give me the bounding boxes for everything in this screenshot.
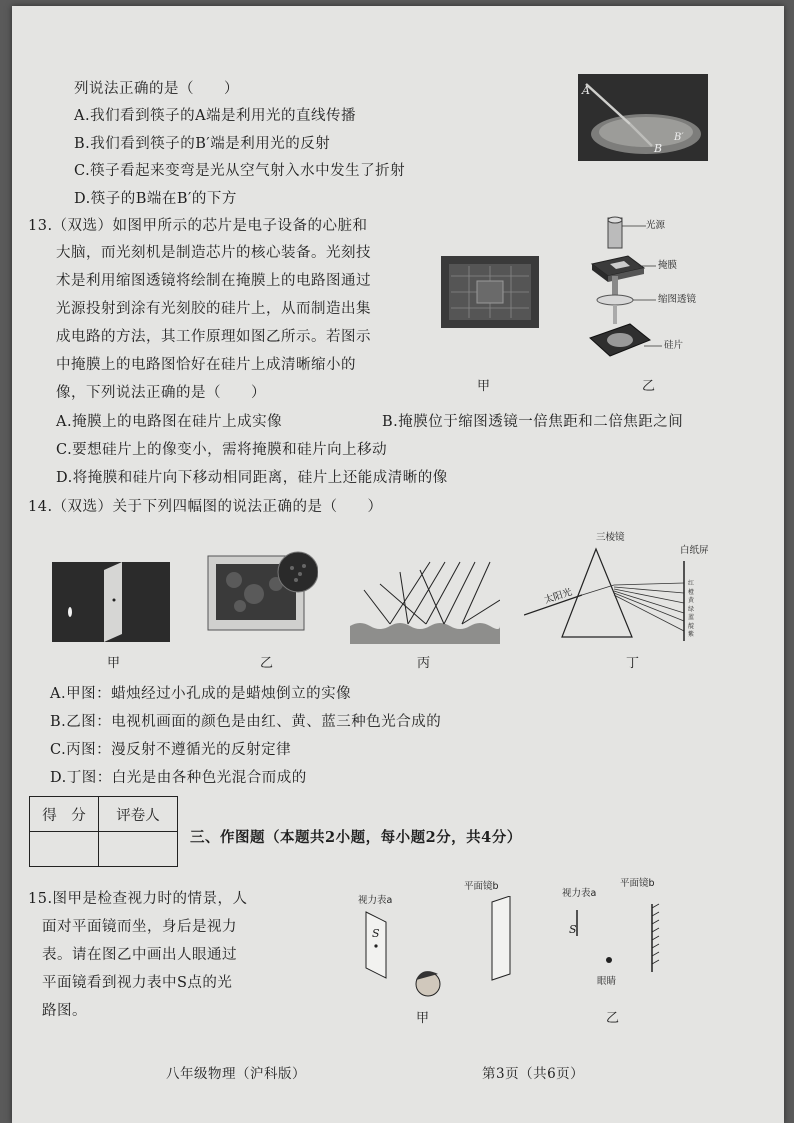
score-header: 得 分 xyxy=(30,797,99,832)
label-s-jia: S xyxy=(372,927,381,940)
q13-chip-photo xyxy=(441,256,539,328)
q14-option-a: A.甲图：蜡烛经过小孔成的是蜡烛倒立的实像 xyxy=(50,686,352,702)
q15-caption-jia: 甲 xyxy=(416,1011,430,1026)
score-box xyxy=(29,796,178,867)
label-mirror-b-jia: 平面镜b xyxy=(464,881,499,892)
q13-caption-jia: 甲 xyxy=(477,379,491,394)
q13-option-b: B.掩膜位于缩图透镜一倍焦距和二倍焦距之间 xyxy=(382,414,684,430)
eye-icon xyxy=(606,957,612,963)
q13-stem-line7: 像，下列说法正确的是（ ） xyxy=(56,385,266,401)
footer-page-number: 第3页（共6页） xyxy=(482,1066,585,1082)
q12-option-c: C.筷子看起来变弯是光从空气射入水中发生了折射 xyxy=(74,163,406,179)
q15-stem-line1: 15.图甲是检查视力时的情景，人 xyxy=(28,891,248,907)
label-sunlight: 太阳光 xyxy=(542,586,574,607)
label-mirror-b-yi: 平面镜b xyxy=(620,878,655,889)
q12-option-a: A.我们看到筷子的A端是利用光的直线传播 xyxy=(74,108,357,124)
score-cell[interactable] xyxy=(30,832,99,867)
q13-option-c: C.要想硅片上的像变小，需将掩膜和硅片向上移动 xyxy=(56,442,388,458)
q15-stem-line2: 面对平面镜而坐，身后是视力 xyxy=(42,919,237,935)
label-eye: 眼睛 xyxy=(597,976,617,987)
label-lens: 缩图透镜 xyxy=(658,294,697,305)
label-mask: 掩膜 xyxy=(658,260,678,271)
q15-drawing-area-yi[interactable] xyxy=(567,900,677,980)
label-light-source: 光源 xyxy=(646,220,666,231)
label-prism: 三棱镜 xyxy=(596,532,625,543)
label-wafer: 硅片 xyxy=(664,340,684,351)
q13-option-d: D.将掩膜和硅片向下移动相同距离，硅片上还能成清晰的像 xyxy=(56,470,448,486)
section-3-title: 三、作图题（本题共2小题，每小题2分，共4分） xyxy=(190,829,522,846)
q14-caption-bing: 丙 xyxy=(417,656,431,671)
q14-caption-ding: 丁 xyxy=(626,656,640,671)
q12-option-d: D.筷子的B端在B′的下方 xyxy=(74,191,237,207)
q13-option-a: A.掩膜上的电路图在硅片上成实像 xyxy=(56,414,283,430)
q14-option-b: B.乙图：电视机画面的颜色是由红、黄、蓝三种色光合成的 xyxy=(50,714,442,730)
q14-stem: 14.（双选）关于下列四幅图的说法正确的是（ ） xyxy=(28,499,383,515)
q12-option-b: B.我们看到筷子的B′端是利用光的反射 xyxy=(74,136,331,152)
q13-stem-line1: 13.（双选）如图甲所示的芯片是电子设备的心脏和 xyxy=(28,218,368,234)
label-bprime: B′ xyxy=(674,132,684,143)
q15-stem-line4: 平面镜看到视力表中S点的光 xyxy=(42,975,233,991)
q15-stem-line3: 表。请在图乙中画出人眼通过 xyxy=(42,947,237,963)
grader-header: 评卷人 xyxy=(99,797,178,832)
grader-cell[interactable] xyxy=(99,832,178,867)
q13-caption-yi: 乙 xyxy=(642,379,656,394)
q15-scene-jia xyxy=(352,896,542,1006)
q13-stem-line3: 术是利用缩图透镜将绘制在掩膜上的电路图通过 xyxy=(56,273,371,289)
spectrum-color-labels: 红 橙 黄 绿 蓝 靛 紫 xyxy=(688,580,695,638)
q14-prism-diagram xyxy=(524,541,704,641)
label-a: A xyxy=(582,84,590,97)
label-s-yi: S xyxy=(569,923,578,936)
q14-caption-jia: 甲 xyxy=(107,656,121,671)
q12-stem-tail: 列说法正确的是（ ） xyxy=(74,81,239,97)
q14-diffuse-reflection-diagram xyxy=(350,560,500,644)
q13-stem-line2: 大脑，而光刻机是制造芯片的核心装备。光刻技 xyxy=(56,245,371,261)
q15-caption-yi: 乙 xyxy=(606,1011,620,1026)
q14-option-c: C.丙图：漫反射不遵循光的反射定律 xyxy=(50,742,292,758)
q12-chopstick-photo xyxy=(578,74,708,161)
q13-stem-line5: 成电路的方法，其工作原理如图乙所示。若图示 xyxy=(56,329,371,345)
exam-page xyxy=(12,6,784,1123)
q13-stem-line6: 中掩膜上的电路图恰好在硅片上成清晰缩小的 xyxy=(56,357,356,373)
footer-subject: 八年级物理（沪科版） xyxy=(166,1066,306,1082)
q14-pinhole-photo xyxy=(52,562,170,642)
label-white-screen: 白纸屏 xyxy=(680,545,709,556)
label-chart-a-jia: 视力表a xyxy=(358,895,393,906)
q14-caption-yi: 乙 xyxy=(260,656,274,671)
label-b: B xyxy=(654,142,663,155)
q14-tv-photo xyxy=(206,550,318,632)
q14-option-d: D.丁图：白光是由各种色光混合而成的 xyxy=(50,770,307,786)
q13-stem-line4: 光源投射到涂有光刻胶的硅片上，从而制造出集 xyxy=(56,301,371,317)
label-chart-a-yi: 视力表a xyxy=(562,888,597,899)
q13-lithography-diagram xyxy=(584,216,724,366)
q15-stem-line5: 路图。 xyxy=(42,1003,87,1019)
